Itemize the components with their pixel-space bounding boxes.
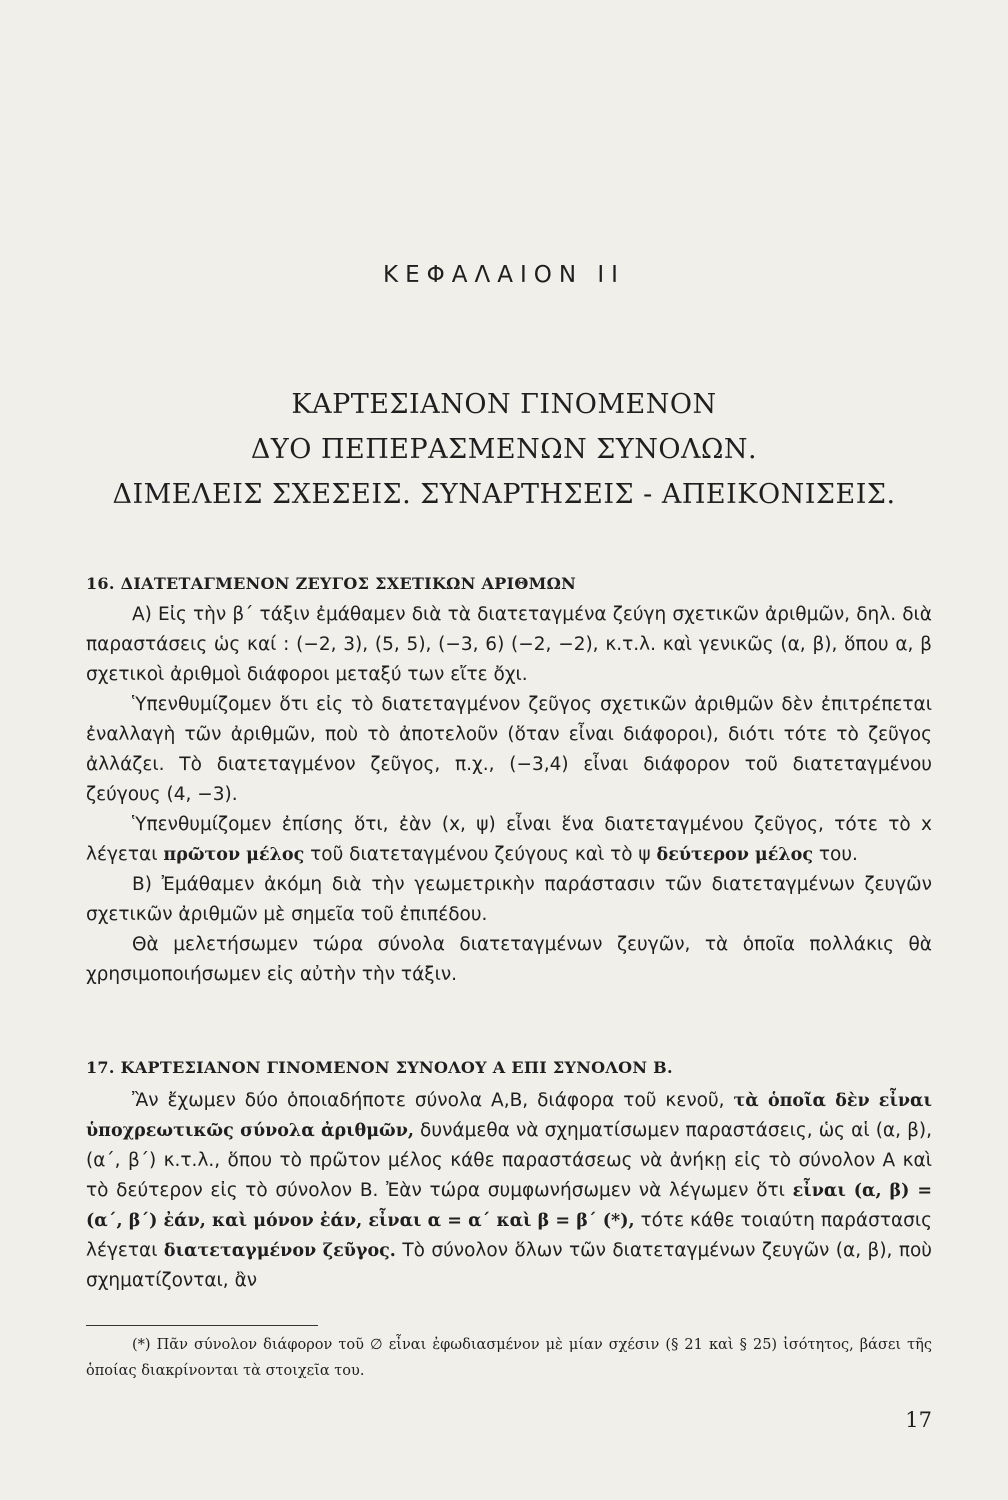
paragraph: Θὰ μελετήσωμεν τώρα σύνολα διατεταγμένων ζευγῶν, τὰ ὁποῖα πολλάκις θὰ χρησιμοποιήσωμεν εἰς αὐτὴν τὴν τάξιν. xyxy=(86,934,932,985)
text-run: τότε κάθε τοιαύτη παράστασις λέγεται xyxy=(86,1210,932,1261)
text-run: Ὑπενθυμίζομεν ἐπίσης ὅτι, ἐὰν (x, ψ) εἶναι ἕνα διατεταγμένου ζεῦγος, τότε τὸ x λέγεται xyxy=(86,814,932,865)
bold-term: τὰ ὁποῖα δὲν εἶναι ὑποχρεωτικῶς σύνολα ἀριθμῶν, xyxy=(86,1091,932,1141)
text-run: Ἂν ἔχωμεν δύο ὁποιαδήποτε σύνολα Α,Β, διάφορα τοῦ κενοῦ, xyxy=(132,1090,725,1111)
text-run: τοῦ διατεταγμένου ζεύγους καὶ τὸ ψ xyxy=(310,844,651,865)
bold-term: δεύτερον μέλος xyxy=(656,845,813,865)
section-16-heading: 16. ΔΙΑΤΕΤΑΓΜΕΝΟΝ ΖΕΥΓΟΣ ΣΧΕΤΙΚΩΝ ΑΡΙΘΜΩΝ xyxy=(86,574,577,593)
chapter-label: ΚΕΦΑΛΑΙΟΝ ΙΙ xyxy=(383,262,625,288)
footnote-divider xyxy=(86,1325,318,1326)
text-run: δυνάμεθα νὰ σχηματίσωμεν παραστάσεις, ὡς αἱ (α, β), (α΄, β΄) κ.τ.λ., ὅπου τὸ πρῶτον μέλος κάθε παραστάσεως νὰ ἀνήκῃ εἰς τὸ σύνολον Α καὶ τὸ δεύτερον εἰς τὸ σύνολον Β. Ἐὰν τώρα συμφωνήσωμεν νὰ λέγωμεν ὅτι xyxy=(86,1120,933,1201)
bold-term: πρῶτον μέλος xyxy=(163,845,305,865)
chapter-title-line: ΔΥΟ ΠΕΠΕΡΑΣΜΕΝΩΝ ΣΥΝΟΛΩΝ. xyxy=(250,434,758,465)
chapter-title-line: ΚΑΡΤΕΣΙΑΝΟΝ ΓΙΝΟΜΕΝΟΝ xyxy=(291,389,717,420)
section-17-heading: 17. ΚΑΡΤΕΣΙΑΝΟΝ ΓΙΝΟΜΕΝΟΝ ΣΥΝΟΛΟΥ Α ΕΠΙ ΣΥΝΟΛΟΝ Β. xyxy=(86,1058,673,1077)
chapter-title xyxy=(0,382,1008,517)
bold-term: εἶναι (α, β) = (α΄, β΄) ἐάν, καὶ μόνον ἐάν, εἶναι α = α΄ καὶ β = β΄ (*), xyxy=(86,1181,932,1231)
text-run: του. xyxy=(818,844,858,865)
paragraph: Ὑπενθυμίζομεν ὅτι εἰς τὸ διατεταγμένον ζεῦγος σχετικῶν ἀριθμῶν δὲν ἐπιτρέπεται ἐναλλαγὴ τῶν ἀριθμῶν, ποὺ τὸ ἀποτελοῦν (ὅταν εἶναι διάφοροι), διότι τότε τὸ ζεῦγος ἀλλάζει. Τὸ διατεταγμένον ζεῦγος, π.χ., (−3,4) εἶναι διάφορον τοῦ διατεταγμένου ζεύγους (4, −3). xyxy=(86,694,932,805)
chapter-title-line: ΔΙΜΕΛΕΙΣ ΣΧΕΣΕΙΣ. ΣΥΝΑΡΤΗΣΕΙΣ - ΑΠΕΙΚΟΝΙΣΕΙΣ. xyxy=(112,479,896,510)
section-16-body xyxy=(86,600,932,990)
section-17-body xyxy=(86,1086,932,1296)
page-number: 17 xyxy=(905,1408,932,1432)
footnote: (*) Πᾶν σύνολον διάφορον τοῦ ∅ εἶναι ἐφωδιασμένον μὲ μίαν σχέσιν (§ 21 καὶ § 25) ἰσότητος, βάσει τῆς ὁποίας διακρίνονται τὰ στοιχεῖα του. xyxy=(86,1337,932,1379)
bold-term: διατεταγμένον ζεῦγος. xyxy=(163,1241,396,1261)
paragraph: Α) Εἰς τὴν β΄ τάξιν ἐμάθαμεν διὰ τὰ διατεταγμένα ζεύγη σχετικῶν ἀριθμῶν, δηλ. διὰ παραστάσεις ὡς καί : (−2, 3), (5, 5), (−3, 6) (−2, −2), κ.τ.λ. καὶ γενικῶς (α, β), ὅπου α, β σχετικοὶ ἀριθμοὶ διάφοροι μεταξύ των εἴτε ὄχι. xyxy=(86,604,932,685)
paragraph xyxy=(86,810,932,870)
text-run: Τὸ σύνολον ὅλων τῶν διατεταγμένων ζευγῶν (α, β), ποὺ σχηματίζονται, ἂν xyxy=(86,1240,932,1291)
paragraph xyxy=(86,1086,932,1296)
paragraph: Β) Ἐμάθαμεν ἀκόμη διὰ τὴν γεωμετρικὴν παράστασιν τῶν διατεταγμένων ζευγῶν σχετικῶν ἀριθμῶν μὲ σημεῖα τοῦ ἐπιπέδου. xyxy=(86,874,932,925)
